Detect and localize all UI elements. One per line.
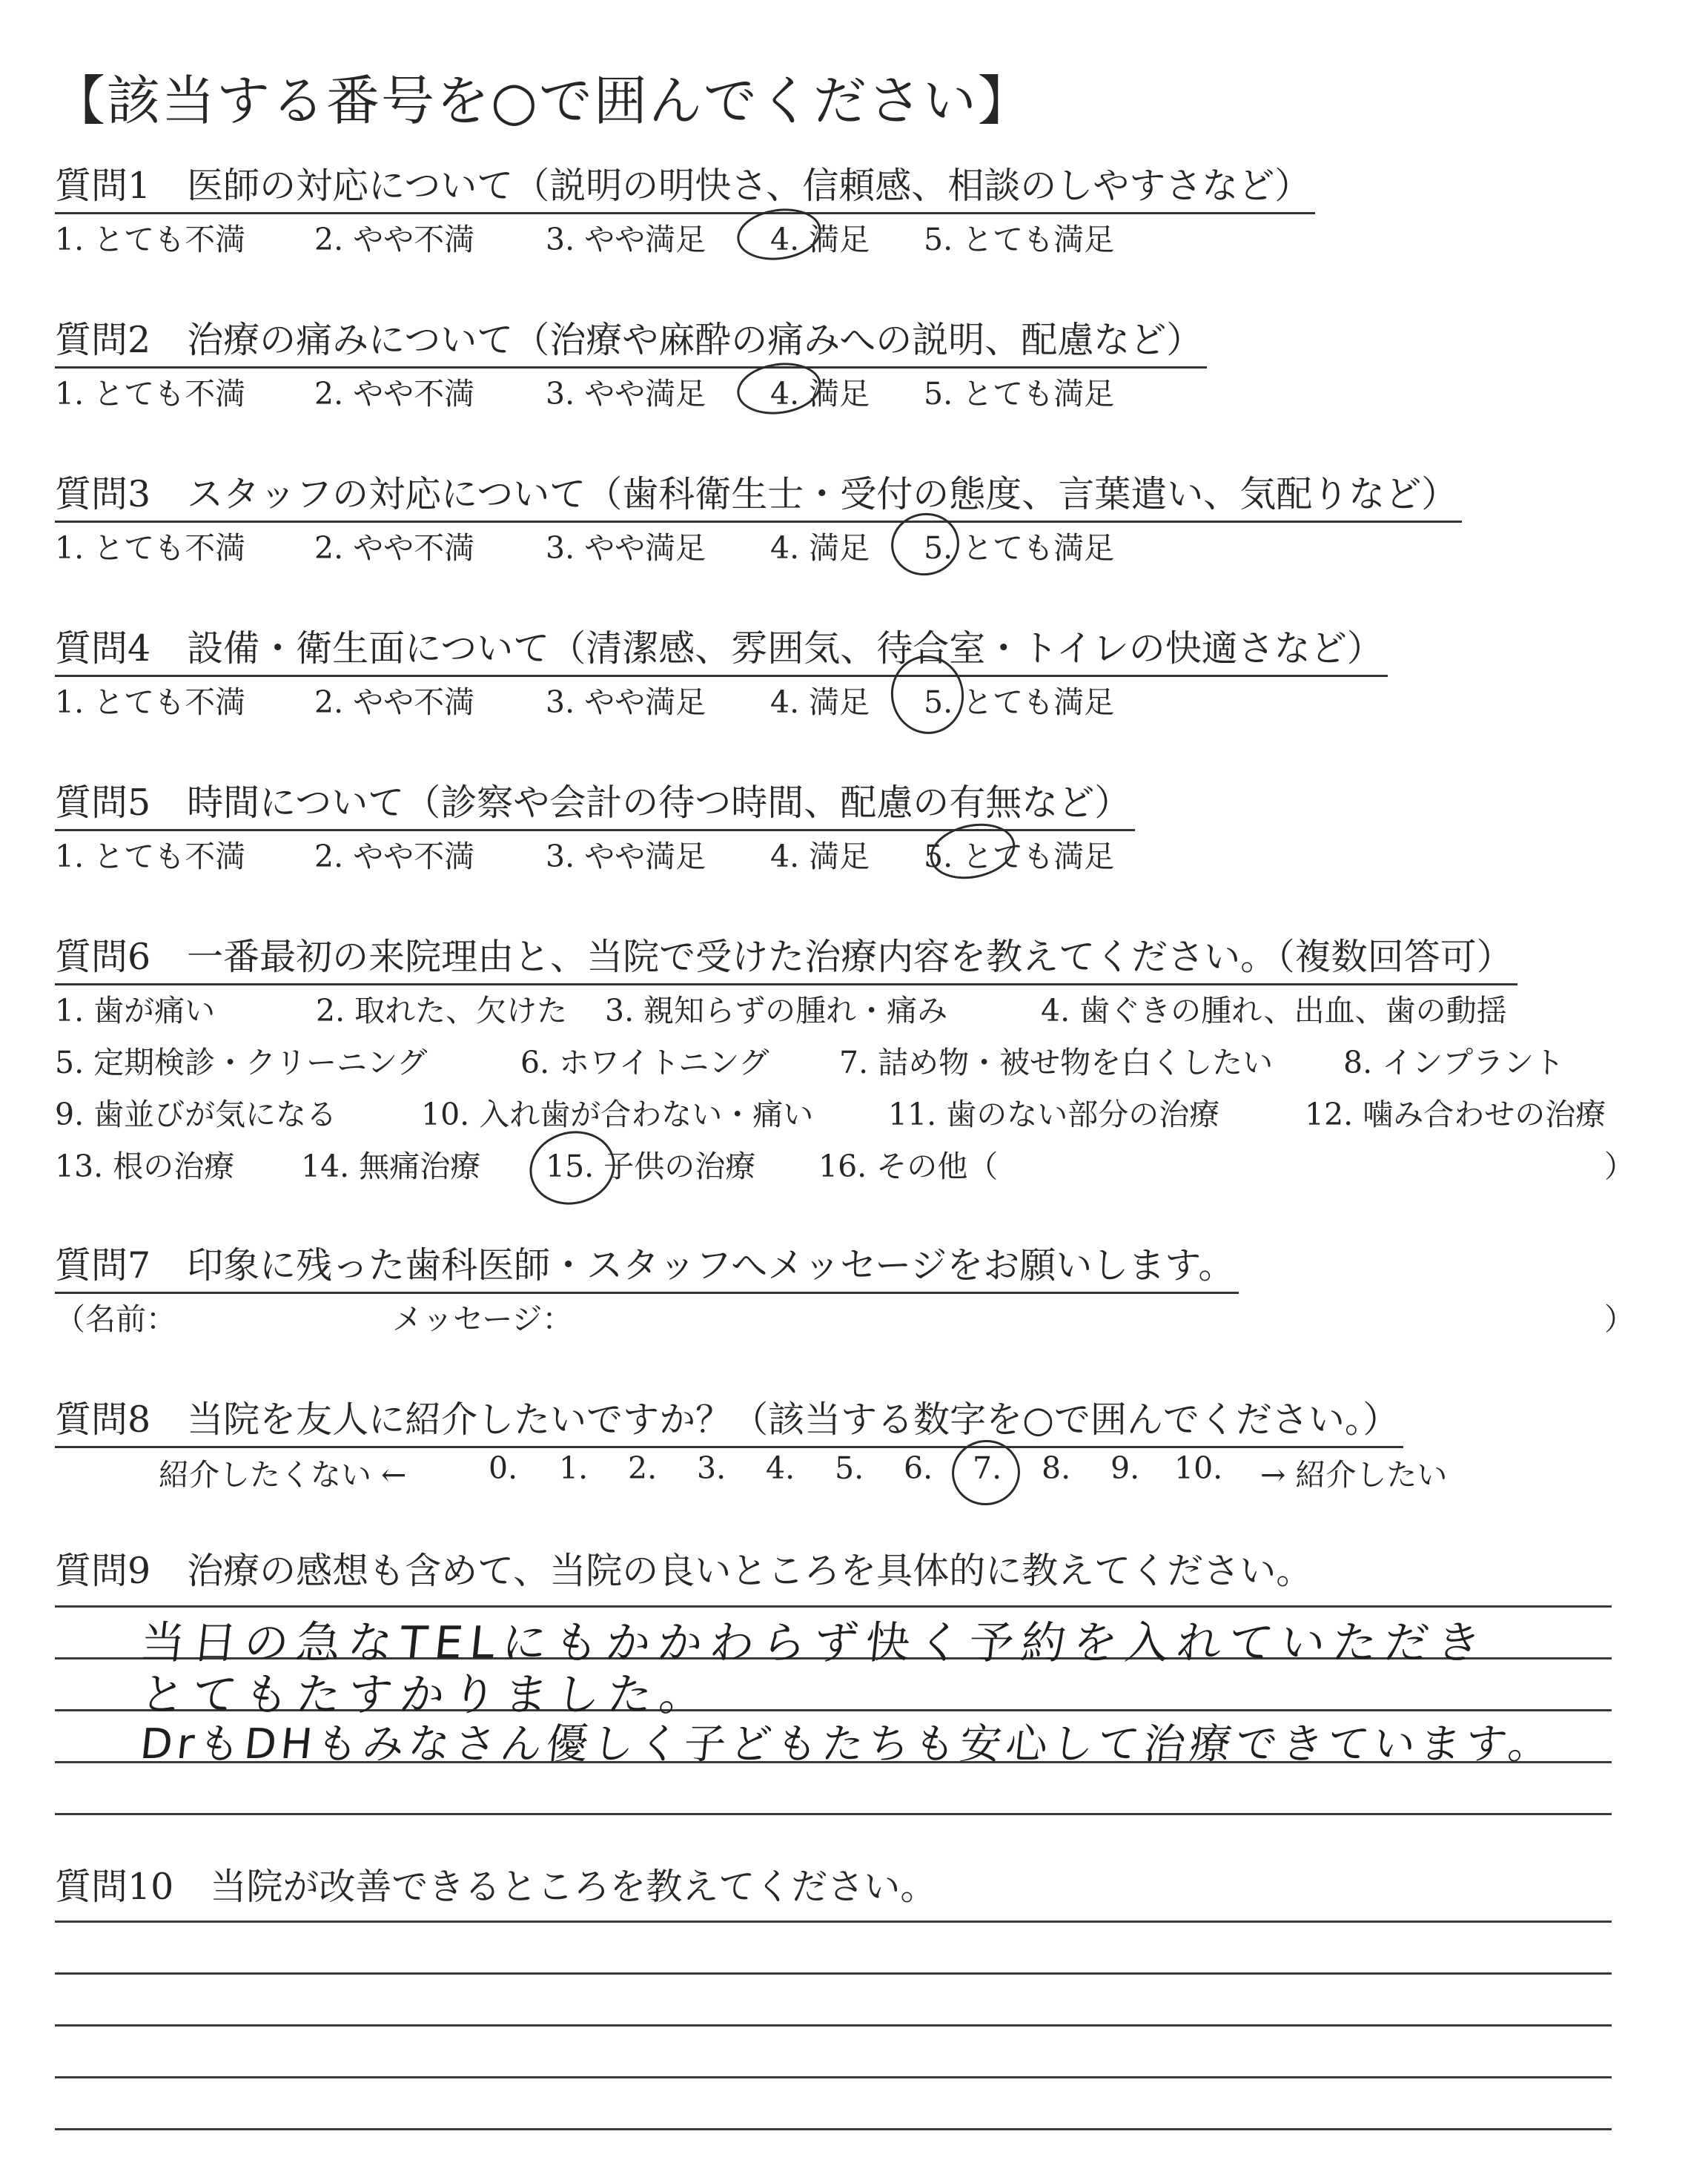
question-7-title: 質問7 印象に残った歯科医師・スタッフへメッセージをお願いします。 (55, 1237, 1239, 1294)
q10-answer-line-3 (55, 2024, 1612, 2027)
q10-answer-line-1 (55, 1920, 1612, 1923)
q8-number-9[interactable]: 9. (1110, 1450, 1140, 1486)
q6-option-11[interactable]: 11. 歯のない部分の治療 (888, 1097, 1220, 1132)
q1-option-5[interactable]: 5. とても満足 (924, 222, 1115, 257)
q3-option-2[interactable]: 2. やや不満 (314, 530, 475, 566)
q8-number-3[interactable]: 3. (697, 1450, 726, 1486)
q4-option-4[interactable]: 4. 満足 (770, 684, 870, 720)
q6-option-1[interactable]: 1. 歯が痛い (55, 993, 216, 1028)
question-4-title: 質問4 設備・衛生面について（清潔感、雰囲気、待合室・トイレの快適さなど） (55, 620, 1388, 677)
q3-option-3[interactable]: 3. やや満足 (546, 530, 706, 566)
q2-option-4[interactable]: 4. 満足 (770, 376, 870, 412)
q8-number-5[interactable]: 5. (835, 1450, 864, 1486)
q5-option-5[interactable]: 5. とても満足 (924, 839, 1115, 874)
q8-number-4[interactable]: 4. (766, 1450, 795, 1486)
q6-option-8[interactable]: 8. インプラント (1343, 1045, 1565, 1080)
q5-option-1[interactable]: 1. とても不満 (55, 839, 246, 874)
q3-option-5[interactable]: 5. とても満足 (924, 530, 1115, 566)
q3-option-4[interactable]: 4. 満足 (770, 530, 870, 566)
q4-option-2[interactable]: 2. やや不満 (314, 684, 475, 720)
question-1-title: 質問1 医師の対応について（説明の明快さ、信頼感、相談のしやすさなど） (55, 157, 1315, 214)
q5-option-4[interactable]: 4. 満足 (770, 839, 870, 874)
q1-option-2[interactable]: 2. やや不満 (314, 222, 475, 257)
q6-option-5[interactable]: 5. 定期検診・クリーニング (55, 1045, 428, 1080)
q2-option-1[interactable]: 1. とても不満 (55, 376, 246, 412)
q9-handwritten-line-3: DrもDHもみなさん優しく子どもたちも安心して治療できています。 (138, 1720, 1557, 1768)
question-9-title: 質問9 治療の感想も含めて、当院の良いところを具体的に教えてください。 (55, 1550, 1313, 1592)
q9-answer-line-5 (55, 1813, 1612, 1815)
q4-option-1[interactable]: 1. とても不満 (55, 684, 246, 720)
question-3-title: 質問3 スタッフの対応について（歯科衛生士・受付の態度、言葉遣い、気配りなど） (55, 466, 1462, 523)
q6-option-7[interactable]: 7. 詰め物・被せ物を白くしたい (839, 1045, 1274, 1080)
q1-option-3[interactable]: 3. やや満足 (546, 222, 706, 257)
q6-selection-circle (522, 1122, 623, 1213)
q8-number-6[interactable]: 6. (904, 1450, 933, 1486)
q8-number-7[interactable]: 7. (973, 1450, 1002, 1486)
question-5-title: 質問5 時間について（診察や会計の待つ時間、配慮の有無など） (55, 774, 1135, 831)
question-2-title: 質問2 治療の痛みについて（治療や麻酔の痛みへの説明、配慮など） (55, 311, 1207, 369)
page-heading: 【該当する番号を○で囲んでください】 (52, 70, 1033, 132)
q6-option-2[interactable]: 2. 取れた、欠けた (316, 993, 568, 1028)
q5-option-2[interactable]: 2. やや不満 (314, 839, 475, 874)
q8-right-label: → 紹介したい (1260, 1457, 1448, 1493)
q1-option-4[interactable]: 4. 満足 (770, 222, 870, 257)
q8-number-8[interactable]: 8. (1042, 1450, 1071, 1486)
q6-other-close-paren: ） (1604, 1149, 1635, 1184)
q8-number-0[interactable]: 0. (489, 1450, 518, 1486)
q6-option-13[interactable]: 13. 根の治療 (55, 1149, 235, 1184)
question-6-title: 質問6 一番最初の来院理由と、当院で受けた治療内容を教えてください。（複数回答可） (55, 928, 1517, 985)
q6-option-12[interactable]: 12. 噛み合わせの治療 (1305, 1097, 1606, 1132)
q8-number-1[interactable]: 1. (559, 1450, 589, 1486)
q10-answer-line-2 (55, 1972, 1612, 1975)
q6-option-3[interactable]: 3. 親知らずの腫れ・痛み (605, 993, 948, 1028)
q6-option-6[interactable]: 6. ホワイトニング (520, 1045, 769, 1080)
q9-handwritten-line-2: とてもたすかりました。 (137, 1669, 715, 1721)
q10-answer-line-4 (55, 2076, 1612, 2078)
q6-option-14[interactable]: 14. 無痛治療 (301, 1149, 481, 1184)
q4-option-3[interactable]: 3. やや満足 (546, 684, 706, 720)
q9-handwritten-line-1: 当日の急なTELにもかかわらず快く予約を入れていただき (137, 1617, 1492, 1669)
q7-name-label[interactable]: （名前： (55, 1301, 176, 1337)
q7-message-label[interactable]: メッセージ： (392, 1301, 573, 1337)
q6-option-4[interactable]: 4. 歯ぐきの腫れ、出血、歯の動揺 (1041, 993, 1507, 1028)
q2-option-2[interactable]: 2. やや不満 (314, 376, 475, 412)
q6-option-15[interactable]: 15. 子供の治療 (546, 1149, 756, 1184)
q5-option-3[interactable]: 3. やや満足 (546, 839, 706, 874)
q7-close-paren: ） (1604, 1301, 1635, 1337)
q8-number-2[interactable]: 2. (628, 1450, 658, 1486)
q6-option-16[interactable]: 16. その他（ (818, 1149, 999, 1184)
q8-left-label: 紹介したくない ← (159, 1457, 407, 1493)
q1-option-1[interactable]: 1. とても不満 (55, 222, 246, 257)
question-10-title: 質問10 当院が改善できるところを教えてください。 (55, 1866, 937, 1908)
q3-option-1[interactable]: 1. とても不満 (55, 530, 246, 566)
q6-option-10[interactable]: 10. 入れ歯が合わない・痛い (421, 1097, 814, 1132)
q10-answer-line-5 (55, 2128, 1612, 2130)
q4-option-5[interactable]: 5. とても満足 (924, 684, 1115, 720)
question-8-title: 質問8 当院を友人に紹介したいですか？（該当する数字を○で囲んでください。） (55, 1391, 1403, 1448)
q6-option-9[interactable]: 9. 歯並びが気になる (55, 1097, 337, 1132)
q2-option-3[interactable]: 3. やや満足 (546, 376, 706, 412)
q8-number-10[interactable]: 10. (1174, 1450, 1223, 1486)
q2-option-5[interactable]: 5. とても満足 (924, 376, 1115, 412)
